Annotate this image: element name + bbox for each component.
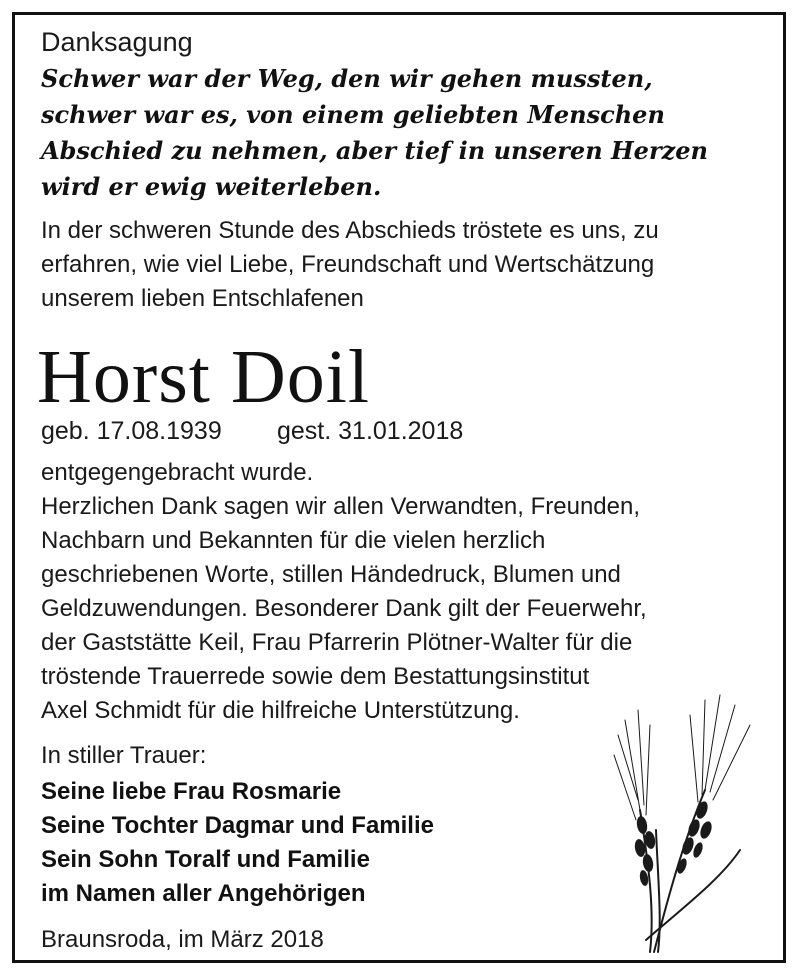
death-date: gest. 31.01.2018 (277, 417, 464, 445)
body-line: Nachbarn und Bekannten für die vielen herzlich (41, 527, 546, 554)
body-line: Geldzuwendungen. Besonderer Dank gilt der Feuerwehr, (41, 595, 647, 622)
mourning-label: In stiller Trauer: (41, 742, 207, 769)
signer-line: Seine liebe Frau Rosmarie (41, 778, 342, 805)
place-date: Braunsroda, im März 2018 (41, 926, 324, 953)
wheat-ears-icon (610, 680, 755, 955)
birth-date: geb. 17.08.1939 (41, 417, 222, 445)
poem-line: schwer war es, von einem geliebten Menschen (41, 100, 665, 129)
deceased-name: Horst Doil (37, 335, 370, 419)
body-line: entgegengebracht wurde. (41, 459, 314, 486)
body-line: Axel Schmidt für die hilfreiche Unterstützung. (41, 697, 520, 724)
intro-line: unserem lieben Entschlafenen (41, 285, 364, 312)
body-line: Herzlichen Dank sagen wir allen Verwandten, Freunden, (41, 493, 641, 520)
intro-line: In der schweren Stunde des Abschieds tröstete es uns, zu (41, 217, 659, 244)
poem-line: wird er ewig weiterleben. (41, 172, 382, 201)
body-line: der Gaststätte Keil, Frau Pfarrerin Plötner-Walter für die (41, 629, 633, 656)
poem-line: Schwer war der Weg, den wir gehen mussten, (41, 64, 653, 93)
body-line: geschriebenen Worte, stillen Händedruck, Blumen und (41, 561, 621, 588)
signer-line: im Namen aller Angehörigen (41, 880, 366, 907)
obituary-notice (12, 12, 786, 963)
signer-line: Seine Tochter Dagmar und Familie (41, 812, 434, 839)
signer-line: Sein Sohn Toralf und Familie (41, 846, 370, 873)
poem-line: Abschied zu nehmen, aber tief in unseren Herzen (41, 136, 708, 165)
intro-line: erfahren, wie viel Liebe, Freundschaft und Wertschätzung (41, 251, 655, 278)
notice-heading: Danksagung (41, 27, 193, 57)
body-line: tröstende Trauerrede sowie dem Bestattungsinstitut (41, 663, 590, 690)
